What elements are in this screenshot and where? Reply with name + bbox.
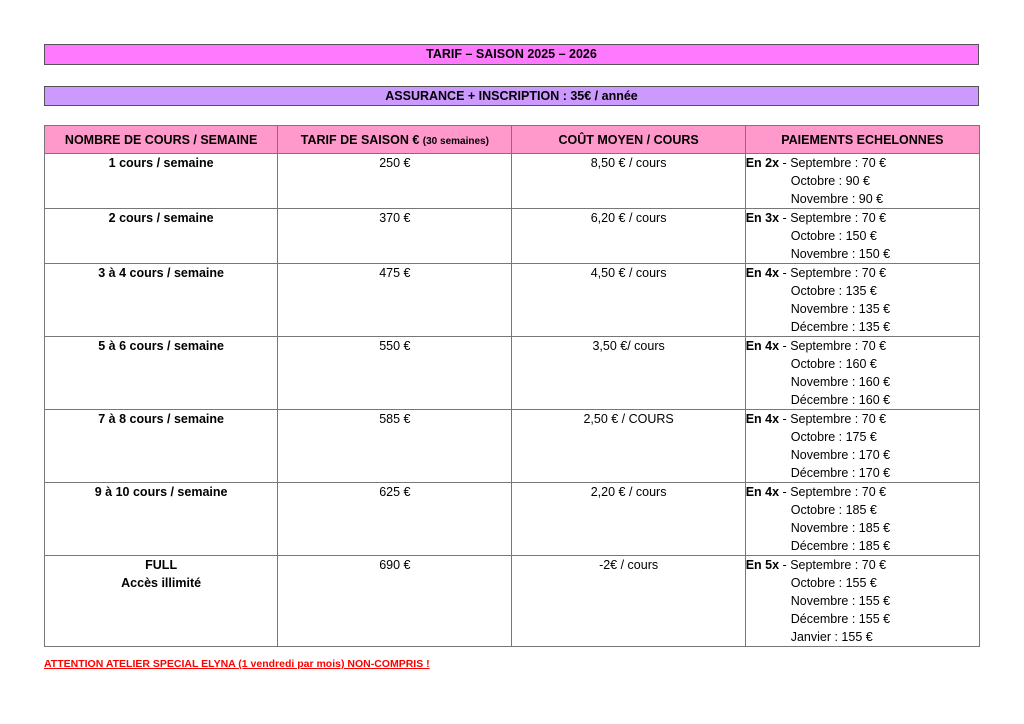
row-label: 2 cours / semaine [45,209,278,264]
row-label-line1: FULL [145,558,178,572]
table-row [45,264,980,337]
workshop-notice: ATTENTION ATELIER SPECIAL ELYNA (1 vendredi par mois) NON-COMPRIS ! [44,658,430,670]
installment-count: En 4x [745,485,780,499]
row-average-cost: -2€ / cours [512,556,745,647]
header-season-price-label: TARIF DE SAISON € [300,132,423,147]
row-average-cost: 2,50 € / COURS [512,410,745,483]
installment-count: En 4x [745,412,780,426]
header-season-weeks: (30 semaines) [422,135,489,147]
table-row [45,337,980,410]
payment-line: Décembre : 170 € [790,466,891,480]
payment-line: Novembre : 160 € [790,375,891,389]
row-price: 550 € [278,337,512,410]
row-payments [745,264,979,337]
payment-line: Octobre : 135 € [790,284,877,298]
row-payments [745,410,979,483]
installment-count: En 3x [745,211,780,225]
header-average-cost: COÛT MOYEN / COURS [512,126,745,154]
row-payments [745,483,979,556]
payment-line: En 4x - Septembre : 70 € [745,339,887,353]
row-label [45,556,278,647]
payment-line: Octobre : 175 € [790,430,877,444]
payment-amount: Septembre : 70 € [790,156,887,170]
payment-amount: Septembre : 70 € [790,211,887,225]
header-courses-per-week: NOMBRE DE COURS / SEMAINE [45,126,278,154]
payment-line: En 4x - Septembre : 70 € [745,266,887,280]
row-label: 9 à 10 cours / semaine [45,483,278,556]
payment-line: Octobre : 90 € [790,174,870,188]
header-season-price [278,126,512,154]
installment-count: En 2x [745,156,780,170]
table-row [45,209,980,264]
payment-line: Octobre : 185 € [790,503,877,517]
payment-line: En 2x - Septembre : 70 € [745,156,887,170]
table-row [45,410,980,483]
row-average-cost: 2,20 € / cours [512,483,745,556]
row-label-line2: Accès illimité [121,576,202,590]
payment-amount: Septembre : 70 € [790,412,887,426]
row-price: 370 € [278,209,512,264]
table-row [45,483,980,556]
row-average-cost: 8,50 € / cours [512,154,745,209]
payment-line: Octobre : 150 € [790,229,877,243]
payment-line: Octobre : 160 € [790,357,877,371]
installment-count: En 4x [745,339,780,353]
payment-amount: Septembre : 70 € [790,485,887,499]
payment-line: Octobre : 155 € [790,576,877,590]
payment-line: Décembre : 160 € [790,393,891,407]
insurance-banner: ASSURANCE + INSCRIPTION : 35€ / année [44,86,979,106]
installment-count: En 5x [745,558,780,572]
row-average-cost: 3,50 €/ cours [512,337,745,410]
payment-line: Décembre : 155 € [790,612,891,626]
row-label: 5 à 6 cours / semaine [45,337,278,410]
row-price: 625 € [278,483,512,556]
row-average-cost: 6,20 € / cours [512,209,745,264]
row-price: 585 € [278,410,512,483]
payment-amount: Septembre : 70 € [790,558,887,572]
payment-line: En 4x - Septembre : 70 € [745,485,887,499]
table-row [45,556,980,647]
payment-line: En 5x - Septembre : 70 € [745,558,887,572]
payment-line: Janvier : 155 € [790,630,873,644]
row-price: 475 € [278,264,512,337]
row-price: 690 € [278,556,512,647]
payment-line: En 4x - Septembre : 70 € [745,412,887,426]
payment-line: Décembre : 185 € [790,539,891,553]
row-payments [745,209,979,264]
row-price: 250 € [278,154,512,209]
payment-amount: Septembre : 70 € [790,339,887,353]
season-title: TARIF – SAISON 2025 – 2026 [44,44,979,65]
payment-amount: Septembre : 70 € [790,266,887,280]
row-payments [745,154,979,209]
row-payments [745,337,979,410]
payment-line: Novembre : 150 € [790,247,891,261]
payment-line: Novembre : 155 € [790,594,891,608]
row-label: 1 cours / semaine [45,154,278,209]
installment-count: En 4x [745,266,780,280]
payment-line: Novembre : 90 € [790,192,884,206]
table-header-row [45,126,980,154]
payment-line: Novembre : 135 € [790,302,891,316]
row-label: 3 à 4 cours / semaine [45,264,278,337]
row-payments [745,556,979,647]
payment-line: Novembre : 170 € [790,448,891,462]
payment-line: Novembre : 185 € [790,521,891,535]
payment-line: Décembre : 135 € [790,320,891,334]
payment-line: En 3x - Septembre : 70 € [745,211,887,225]
row-label: 7 à 8 cours / semaine [45,410,278,483]
tariff-table [44,125,980,647]
header-installments: PAIEMENTS ECHELONNES [745,126,979,154]
table-row [45,154,980,209]
row-average-cost: 4,50 € / cours [512,264,745,337]
